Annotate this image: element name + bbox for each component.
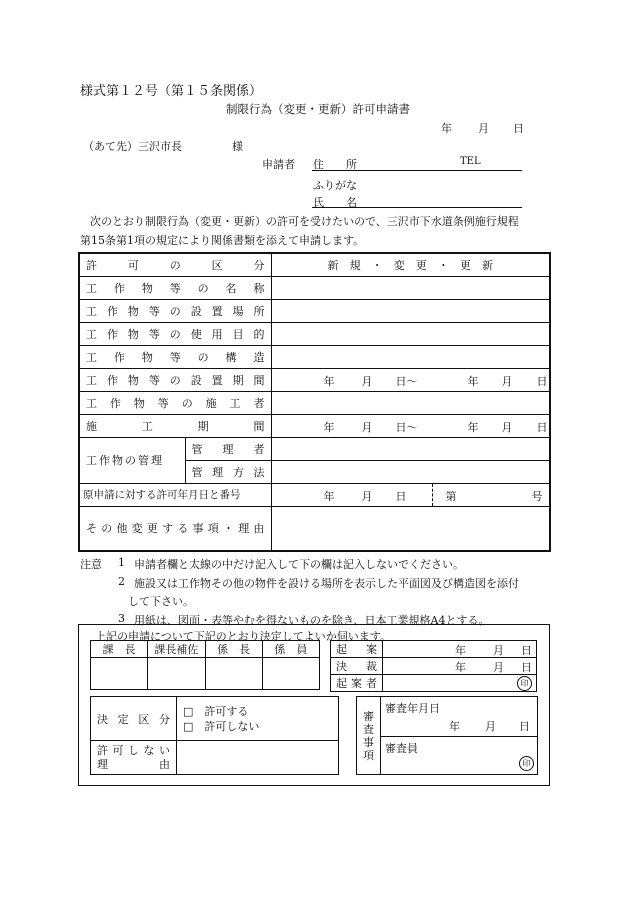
- checkbox-icon[interactable]: □: [183, 719, 194, 733]
- shinsa-day: 日: [519, 719, 530, 733]
- shinsa-char: 事: [363, 735, 374, 749]
- label-char: の: [169, 258, 181, 272]
- name-line[interactable]: [312, 207, 522, 208]
- kubun-char: 新: [327, 258, 339, 272]
- kubun-char: 変: [393, 258, 405, 272]
- note-3-number: 3: [118, 612, 125, 625]
- kian-year: 年: [455, 644, 466, 657]
- application-table: [78, 252, 551, 552]
- label-char: 期: [232, 373, 244, 387]
- label-char: 工: [229, 396, 241, 410]
- kettei-label-cell: [91, 697, 177, 741]
- shinsain-label: 審査員: [385, 741, 418, 755]
- seko-to-year: 年: [467, 420, 479, 434]
- label-char: 区: [211, 258, 223, 272]
- label-char: 許: [86, 258, 97, 272]
- page-title: 制限行為（変更・更新）許可申請書: [226, 102, 410, 116]
- label-char: る: [177, 522, 189, 536]
- label-char: す: [162, 522, 174, 536]
- label-char: 分: [158, 712, 170, 726]
- moto-month: 月: [361, 489, 373, 503]
- option-fukyoka[interactable]: [183, 719, 338, 734]
- kanrisha-input[interactable]: [271, 437, 550, 460]
- meisho-label-cell: [79, 276, 271, 299]
- seal-mark: 印: [517, 676, 532, 691]
- kessai-label-cell: [331, 658, 383, 675]
- shinsa-char: 審: [363, 709, 374, 723]
- kubun-char: 新: [481, 258, 493, 272]
- date-year: 年: [441, 122, 452, 135]
- checkbox-icon[interactable]: □: [183, 704, 194, 718]
- label-char: 称: [253, 281, 265, 295]
- label-char: 他: [116, 522, 128, 536]
- stamp-kakaricho[interactable]: [205, 658, 262, 690]
- label-char: 工: [86, 327, 97, 341]
- label-char: の: [169, 327, 181, 341]
- label-char: 設: [190, 373, 202, 387]
- kikan-to-month: 月: [501, 374, 513, 388]
- kiansha-label-cell: [331, 675, 383, 692]
- kian-table: [330, 640, 537, 692]
- note-2a: 施設又は工作物その他の物件を設ける場所を表示した平面図及び構造図を添付: [134, 577, 519, 590]
- label-char: 定: [117, 712, 129, 726]
- label-char: 工: [141, 419, 153, 433]
- label-char: の: [101, 522, 113, 536]
- kanri-label: 工作物の管理: [86, 454, 164, 467]
- kiansha-label: [331, 675, 382, 691]
- label-char: 物: [127, 327, 139, 341]
- kubun-char: ・: [437, 258, 449, 272]
- label-char: 等: [148, 373, 160, 387]
- kiansha-input[interactable]: [383, 675, 537, 692]
- fuka-reason-input[interactable]: [177, 741, 339, 775]
- label-char: 作: [113, 350, 125, 364]
- moto-input[interactable]: [271, 483, 550, 506]
- henko-label-cell: [79, 506, 271, 551]
- note-2-number: 2: [118, 575, 125, 588]
- note-1: 申請者欄と太線の中だけ記入して下の欄は記入しないでください。: [134, 558, 464, 571]
- label-char: 等: [169, 281, 181, 295]
- kikan-from-day: 日～: [395, 374, 418, 388]
- kubun-label-cell: [79, 253, 271, 276]
- shinsa-date-cell[interactable]: [381, 697, 538, 737]
- addressee-sama: 様: [232, 140, 243, 153]
- label-char: の: [169, 304, 181, 318]
- notes-title: 注意: [80, 558, 102, 571]
- basho-label: [80, 303, 271, 319]
- label-char: 期: [197, 419, 209, 433]
- seal-mark: 印: [519, 756, 534, 771]
- label-char: 物: [127, 373, 139, 387]
- address-line[interactable]: [312, 170, 522, 171]
- kanrisha-label: [186, 441, 271, 457]
- date-day: 日: [513, 122, 524, 135]
- kessai-day: 日: [521, 661, 532, 674]
- label-char: の: [197, 281, 209, 295]
- seko-kikan-label: [80, 418, 271, 434]
- name-label: 氏 名: [313, 196, 357, 209]
- fuka-label-1: [91, 744, 176, 758]
- label-char: 案: [366, 643, 377, 656]
- label-char: の: [181, 396, 193, 410]
- kikan-from-month: 月: [361, 374, 373, 388]
- intro-line-2: 第15条第1項の規定により関係書類を添えて申請します。: [80, 234, 365, 247]
- kian-label: [331, 641, 382, 657]
- seko-kikan-input[interactable]: [271, 414, 550, 437]
- label-char: 工: [86, 350, 97, 364]
- moto-divider: [432, 484, 433, 506]
- label-char: 裁: [366, 660, 377, 673]
- label-char: 作: [106, 373, 118, 387]
- kian-date[interactable]: [383, 641, 537, 658]
- sekosha-label: [80, 395, 271, 411]
- moto-day: 日: [395, 489, 407, 503]
- label-char: 工: [86, 281, 97, 295]
- shinsa-char: 項: [363, 748, 374, 762]
- label-char: 作: [106, 327, 118, 341]
- label-char: 由: [159, 757, 170, 771]
- label-char: 可: [127, 258, 139, 272]
- fuka-label-cell: [91, 741, 177, 775]
- label-char: 間: [253, 419, 265, 433]
- label-char: 等: [169, 350, 181, 364]
- kubun-label: [80, 257, 271, 273]
- kessai-month: 月: [493, 661, 504, 674]
- label-char: 分: [253, 258, 265, 272]
- label-char: 工: [86, 373, 97, 387]
- label-char: 者: [366, 677, 377, 690]
- meisho-input[interactable]: [271, 276, 550, 299]
- approvers-table: [90, 640, 320, 690]
- label-char: 者: [253, 442, 265, 456]
- kikan-to-day: 日: [536, 374, 548, 388]
- kettei-table: [90, 696, 339, 775]
- kian-label-cell: [331, 641, 383, 658]
- label-char: の: [197, 350, 209, 364]
- label-char: 区: [138, 712, 150, 726]
- kikan-to-year: 年: [467, 374, 479, 388]
- label-char: 場: [232, 304, 244, 318]
- label-char: 施: [205, 396, 217, 410]
- label-char: 物: [141, 350, 153, 364]
- date-month: 月: [478, 122, 489, 135]
- meisho-label: [80, 280, 271, 296]
- label-char: 物: [133, 396, 145, 410]
- option-fukyoka-label: 許可しない: [204, 719, 260, 733]
- note-1-number: 1: [118, 556, 125, 569]
- label-char: 起: [336, 677, 347, 690]
- option-kyoka[interactable]: [183, 704, 338, 719]
- note-3: 用紙は、図面・表等やむを得ないものを除き、日本工業規格A4とする。: [134, 614, 490, 627]
- label-char: 目: [232, 327, 244, 341]
- label-char: 工: [86, 396, 97, 410]
- label-char: 使: [190, 327, 202, 341]
- kanri-hoho-input[interactable]: [271, 460, 550, 483]
- label-char: い: [159, 743, 170, 757]
- tel-label: TEL: [460, 156, 481, 167]
- label-char: 更: [146, 522, 158, 536]
- label-char: 理: [238, 522, 250, 536]
- label-char: 案: [351, 677, 362, 690]
- label-char: 者: [253, 396, 265, 410]
- intro-line-1: 次のとおり制限行為（変更・更新）の許可を受けたいので、三沢市下水道条例施行規程: [90, 215, 519, 228]
- label-char: 工: [86, 304, 97, 318]
- mokuteki-label: [80, 326, 271, 342]
- address-label: 住 所: [313, 158, 357, 171]
- kanri-hoho-label-cell: [185, 460, 271, 483]
- label-char: 物: [127, 304, 139, 318]
- basho-input[interactable]: [271, 299, 550, 322]
- label-char: 設: [190, 304, 202, 318]
- label-char: 等: [157, 396, 169, 410]
- shinsa-char: 査: [363, 722, 374, 736]
- shinsa-year: 年: [449, 719, 460, 733]
- label-char: ・: [222, 522, 234, 536]
- kubun-value: [272, 257, 550, 273]
- label-char: そ: [86, 522, 97, 536]
- label-char: 置: [211, 373, 223, 387]
- label-char: 可: [112, 743, 124, 757]
- kikan-input[interactable]: [271, 368, 550, 391]
- label-char: 許: [97, 743, 108, 757]
- kikan-label: [80, 372, 271, 388]
- henko-label: [80, 520, 271, 536]
- kanri-label-cell: [79, 437, 185, 483]
- option-kyoka-label: 許可する: [204, 704, 249, 718]
- label-char: 的: [253, 327, 265, 341]
- label-char: 作: [113, 281, 125, 295]
- label-char: 決: [336, 660, 347, 673]
- kubun-value-cell[interactable]: [271, 253, 550, 276]
- addressee: （あて先）三沢市長: [83, 140, 182, 153]
- label-char: 間: [253, 373, 265, 387]
- shinsa-month: 月: [485, 719, 496, 733]
- label-char: 法: [253, 465, 265, 479]
- seko-from-year: 年: [323, 420, 335, 434]
- kikan-label-cell: [79, 368, 271, 391]
- label-char: 理: [222, 442, 234, 456]
- shinsa-table: [356, 696, 538, 775]
- label-char: 決: [97, 712, 108, 726]
- sekosha-input[interactable]: [271, 391, 550, 414]
- approver-hosa: 課長補佐: [148, 641, 205, 658]
- kessai-year: 年: [455, 661, 466, 674]
- shinsa-label: [363, 710, 375, 762]
- moto-dai: 第: [445, 489, 457, 503]
- label-char: 事: [192, 522, 204, 536]
- label-char: 起: [336, 643, 347, 656]
- label-char: 物: [141, 281, 153, 295]
- label-char: 管: [191, 465, 203, 479]
- kanrisha-label-cell: [185, 437, 271, 460]
- kubun-char: ・: [371, 258, 383, 272]
- fuka-label-2: [91, 758, 176, 772]
- kozo-label-cell: [79, 345, 271, 368]
- mokuteki-label-cell: [79, 322, 271, 345]
- label-char: の: [169, 373, 181, 387]
- moto-year: 年: [323, 489, 335, 503]
- label-char: 項: [207, 522, 219, 536]
- shinsa-label-cell: [357, 697, 381, 775]
- label-char: 作: [109, 396, 121, 410]
- sekosha-label-cell: [79, 391, 271, 414]
- label-char: 管: [191, 442, 203, 456]
- label-char: 用: [211, 327, 223, 341]
- label-char: 理: [212, 465, 224, 479]
- label-char: 造: [253, 350, 265, 364]
- decision-intro: 上記の申請について下記のとおり決定してよいか伺います。: [95, 630, 391, 643]
- furigana-label: ふりがな: [313, 179, 357, 192]
- kian-day: 日: [521, 644, 532, 657]
- kessai-date[interactable]: [383, 658, 537, 675]
- label-char: 等: [148, 304, 160, 318]
- mokuteki-input[interactable]: [271, 322, 550, 345]
- label-char: 方: [232, 465, 244, 479]
- label-char: 作: [106, 304, 118, 318]
- kozo-label: [80, 349, 271, 365]
- kubun-char: 更: [415, 258, 427, 272]
- label-char: 理: [97, 757, 108, 771]
- label-char: 変: [131, 522, 143, 536]
- approver-kacho: 課 長: [91, 641, 148, 658]
- seko-kikan-label-cell: [79, 414, 271, 437]
- label-char: 置: [211, 304, 223, 318]
- kessai-label: [331, 658, 382, 674]
- applicant-label: 申請者: [262, 158, 295, 171]
- label-char: 由: [253, 522, 265, 536]
- kubun-char: 規: [349, 258, 361, 272]
- shinsain-cell[interactable]: [381, 737, 538, 775]
- kettei-label: [91, 711, 176, 727]
- stamp-kakariin[interactable]: [262, 658, 319, 690]
- label-char: し: [128, 743, 139, 757]
- henko-input[interactable]: [271, 506, 550, 551]
- label-char: 等: [148, 327, 160, 341]
- label-char: 構: [225, 350, 237, 364]
- approver-kakaricho: 係 長: [205, 641, 262, 658]
- basho-label-cell: [79, 299, 271, 322]
- label-char: な: [143, 743, 155, 757]
- stamp-kacho[interactable]: [91, 658, 148, 690]
- seko-to-month: 月: [501, 420, 513, 434]
- label-char: 名: [225, 281, 237, 295]
- approver-kakariin: 係 員: [262, 641, 319, 658]
- label-char: 施: [86, 419, 97, 433]
- shinsa-date-label: 審査年月日: [385, 701, 440, 715]
- kikan-from-year: 年: [323, 374, 335, 388]
- kubun-char: 更: [459, 258, 471, 272]
- moto-label-cell: [79, 483, 271, 506]
- kanri-hoho-label: [186, 464, 271, 480]
- note-2b: して下さい。: [128, 595, 194, 608]
- kozo-input[interactable]: [271, 345, 550, 368]
- form-number: 様式第１２号（第１５条関係）: [80, 84, 263, 99]
- seko-to-day: 日: [536, 420, 548, 434]
- kian-month: 月: [493, 644, 504, 657]
- seko-from-day: 日～: [395, 420, 418, 434]
- seko-from-month: 月: [361, 420, 373, 434]
- stamp-hosa[interactable]: [148, 658, 205, 690]
- moto-go: 号: [531, 489, 543, 503]
- label-char: 所: [253, 304, 265, 318]
- kettei-options: [177, 697, 339, 741]
- moto-label: 原申請に対する許可年月日と番号: [83, 489, 241, 501]
